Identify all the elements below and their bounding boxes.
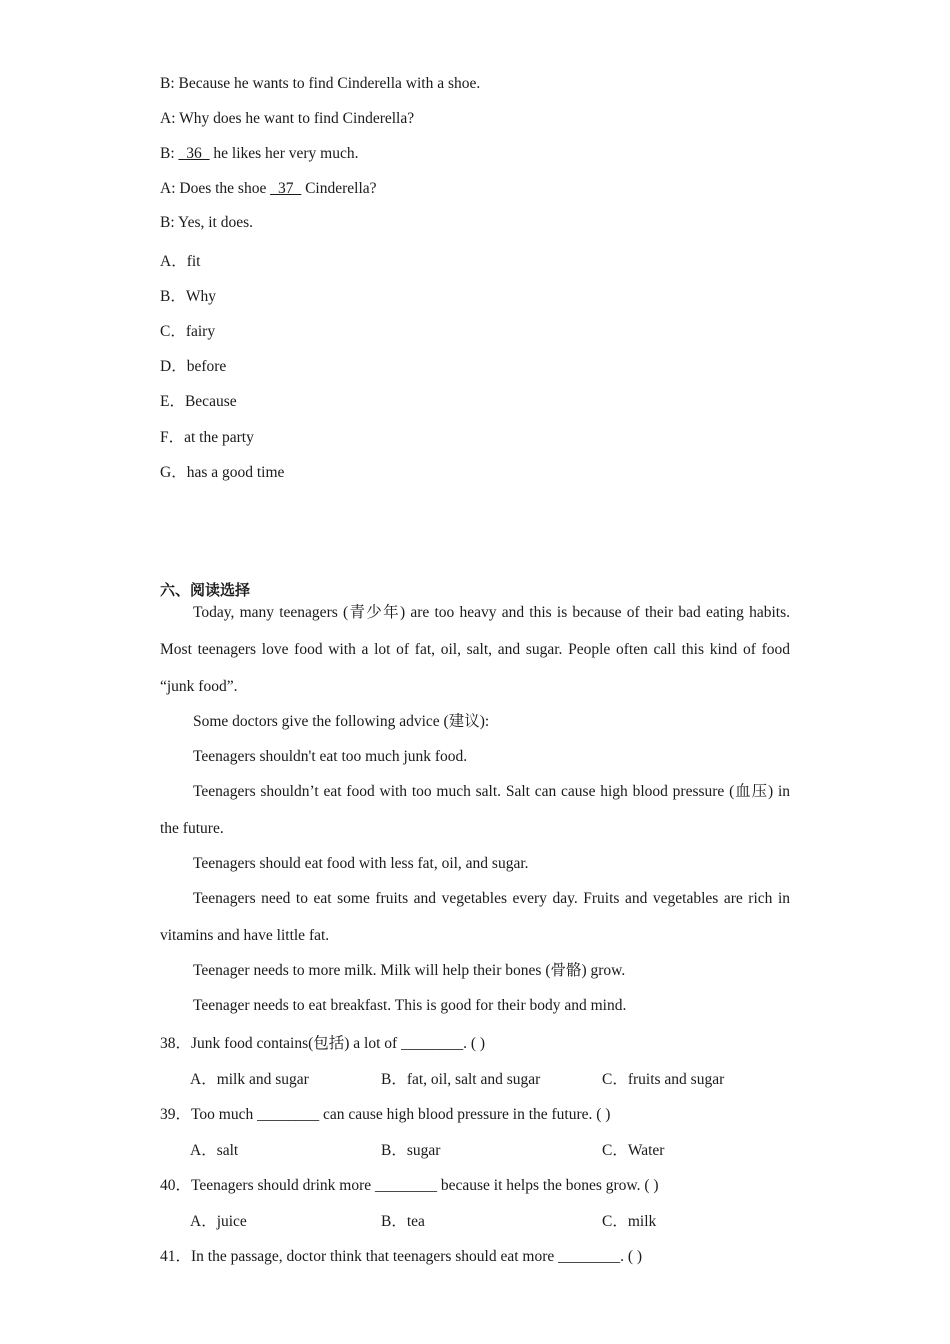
dialogue-line-3-suffix: he likes her very much. [209, 145, 359, 162]
question-38-option-b[interactable]: B．fat, oil, salt and sugar [381, 1071, 541, 1088]
passage-paragraph-8: Teenager needs to eat breakfast. This is good for their body and mind. [193, 997, 627, 1014]
question-38-option-c[interactable]: C．fruits and sugar [602, 1071, 725, 1088]
passage-paragraph-1: Today, many teenagers (青少年) are too heavy and this is because of their bad eating habits. Most teenagers love food with a lot of fat, oil, salt, and sugar. People often call this kind of food “junk food”. [160, 604, 790, 695]
word-bank-item: D．before [160, 358, 227, 375]
word-bank-item: E．Because [160, 393, 237, 410]
dialogue-line-3-prefix: B: [160, 145, 179, 162]
passage-paragraph-2: Some doctors give the following advice (建议): [193, 713, 490, 730]
dialogue-line-1: B: Because he wants to find Cinderella with a shoe. [160, 75, 481, 92]
passage-paragraph-6: Teenagers need to eat some fruits and vegetables every day. Fruits and vegetables are rich in vitamins and have little fat. [160, 890, 790, 944]
dialogue-line-3 [160, 145, 358, 163]
passage-paragraph-7: Teenager needs to more milk. Milk will help their bones (骨骼) grow. [193, 962, 626, 979]
dialogue-line-4 [160, 180, 377, 198]
question-39-option-c[interactable]: C．Water [602, 1142, 665, 1159]
question-39-stem: 39．Too much ________ can cause high blood pressure in the future. ( ) [160, 1106, 611, 1123]
passage-paragraph-5: Teenagers should eat food with less fat, oil, and sugar. [193, 855, 529, 872]
question-40-option-b[interactable]: B．tea [381, 1213, 425, 1230]
passage-paragraph-3: Teenagers shouldn't eat too much junk food. [193, 748, 468, 765]
blank-37: _37_ [270, 180, 302, 197]
blank-36: _36_ [178, 145, 210, 162]
dialogue-line-4-suffix: Cinderella? [301, 180, 377, 197]
question-38-option-a[interactable]: A．milk and sugar [190, 1071, 309, 1088]
question-40-option-a[interactable]: A．juice [190, 1213, 247, 1230]
question-40-option-c[interactable]: C．milk [602, 1213, 657, 1230]
dialogue-line-5: B: Yes, it does. [160, 214, 254, 231]
question-38-stem: 38．Junk food contains(包括) a lot of ________. ( ) [160, 1035, 486, 1052]
question-39-option-b[interactable]: B．sugar [381, 1142, 441, 1159]
dialogue-line-4-prefix: A: Does the shoe [160, 180, 271, 197]
word-bank-item: C．fairy [160, 323, 216, 340]
word-bank-item: F．at the party [160, 429, 254, 446]
word-bank-item: G．has a good time [160, 464, 285, 481]
word-bank-item: B．Why [160, 288, 216, 305]
passage-paragraph-4: Teenagers shouldn’t eat food with too much salt. Salt can cause high blood pressure (血压) in the future. [160, 783, 790, 837]
question-40-stem: 40．Teenagers should drink more ________ because it helps the bones grow. ( ) [160, 1177, 659, 1194]
dialogue-line-2: A: Why does he want to find Cinderella? [160, 110, 415, 127]
question-41-stem: 41．In the passage, doctor think that teenagers should eat more ________. ( ) [160, 1248, 643, 1265]
word-bank-item: A．fit [160, 253, 201, 270]
question-39-option-a[interactable]: A．salt [190, 1142, 239, 1159]
section-title: 六、阅读选择 [160, 581, 251, 599]
